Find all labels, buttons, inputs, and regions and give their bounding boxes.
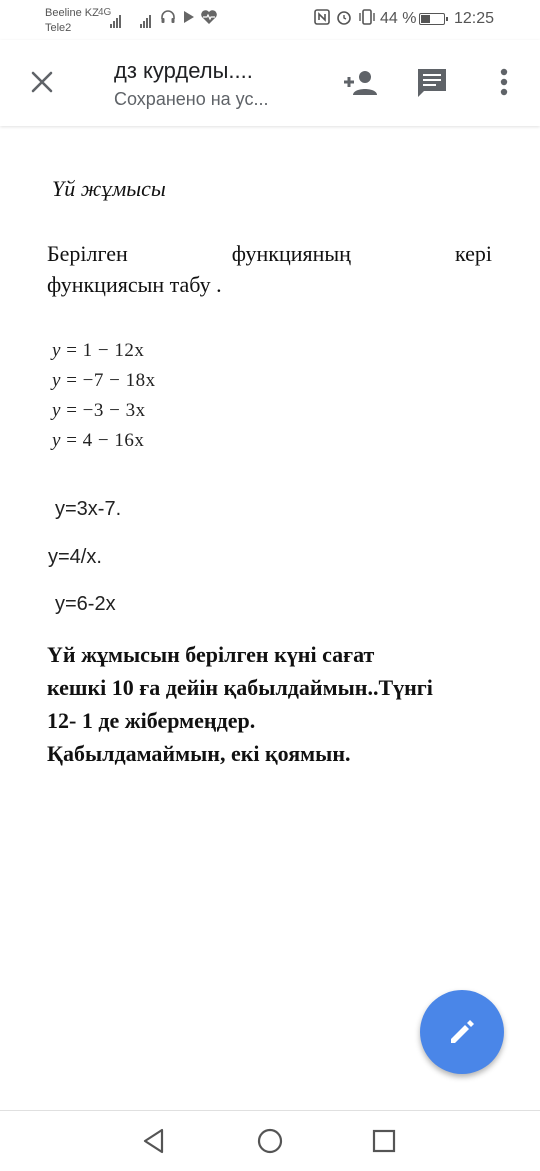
heart-rate-icon bbox=[200, 9, 218, 30]
equation-image-row: y = 4 − 16x bbox=[52, 430, 145, 451]
share-button[interactable] bbox=[338, 60, 382, 104]
battery-percent: 44 % bbox=[380, 10, 417, 27]
task-word-1: Берілген bbox=[47, 241, 128, 266]
home-button[interactable] bbox=[252, 1123, 288, 1159]
add-person-icon bbox=[342, 69, 378, 95]
close-button[interactable] bbox=[22, 62, 62, 102]
note-line: 12- 1 де жібермеңдер. bbox=[47, 708, 256, 733]
clock: 12:25 bbox=[454, 10, 495, 27]
task-word-2: функцияның bbox=[231, 241, 351, 266]
vibrate-icon bbox=[358, 9, 376, 30]
more-options-button[interactable] bbox=[482, 60, 526, 104]
equation-image-row: y = −7 − 18x bbox=[52, 370, 156, 391]
status-bar bbox=[0, 0, 540, 40]
equations-image bbox=[52, 336, 156, 456]
edit-pencil-icon bbox=[447, 1017, 477, 1047]
alarm-icon bbox=[336, 9, 352, 30]
back-button[interactable] bbox=[136, 1123, 172, 1159]
equation-image-row: y = 1 − 12x bbox=[52, 340, 145, 361]
network-type: 4G bbox=[98, 7, 112, 18]
app-bar bbox=[0, 40, 540, 126]
signal-icon-1 bbox=[110, 10, 121, 28]
task-paragraph bbox=[47, 238, 492, 300]
nfc-icon bbox=[314, 9, 330, 30]
task-line-2: функциясын табу . bbox=[47, 272, 222, 297]
back-triangle-icon bbox=[142, 1128, 166, 1154]
document-body[interactable] bbox=[0, 126, 540, 1110]
save-status: Сохранено на ус... bbox=[114, 89, 269, 109]
task-word-3: кері bbox=[454, 241, 492, 266]
homework-note bbox=[47, 638, 497, 770]
more-vert-icon bbox=[500, 68, 508, 96]
carrier-2: Tele2 bbox=[45, 22, 72, 34]
close-icon bbox=[31, 71, 53, 93]
carrier-names bbox=[45, 6, 99, 36]
recents-button[interactable] bbox=[366, 1123, 402, 1159]
battery-icon bbox=[419, 13, 445, 25]
comment-icon bbox=[416, 67, 448, 97]
headset-icon bbox=[160, 9, 176, 30]
play-icon bbox=[183, 9, 195, 29]
comments-button[interactable] bbox=[410, 60, 454, 104]
equation-image-row: y = −3 − 3x bbox=[52, 400, 146, 421]
system-nav-bar bbox=[0, 1110, 540, 1171]
recents-square-icon bbox=[372, 1129, 396, 1153]
signal-icon-2 bbox=[140, 10, 151, 28]
equation-text-1: y=3x-7. bbox=[55, 498, 122, 520]
carrier-1: Beeline KZ bbox=[45, 7, 99, 19]
document-heading: Үй жұмысы bbox=[52, 176, 166, 201]
edit-fab-button[interactable] bbox=[420, 990, 504, 1074]
note-line: Қабылдамаймын, екі қоямын. bbox=[47, 741, 351, 766]
home-circle-icon bbox=[257, 1128, 283, 1154]
note-line: кешкі 10 ға дейін қабылдаймын..Түнгі bbox=[47, 675, 433, 700]
note-line: Үй жұмысын берілген күні сағат bbox=[47, 642, 375, 667]
equation-text-3: y=6-2x bbox=[55, 593, 116, 615]
equation-text-2: y=4/x. bbox=[48, 546, 102, 568]
document-title[interactable]: дз курделы.... bbox=[114, 58, 253, 83]
